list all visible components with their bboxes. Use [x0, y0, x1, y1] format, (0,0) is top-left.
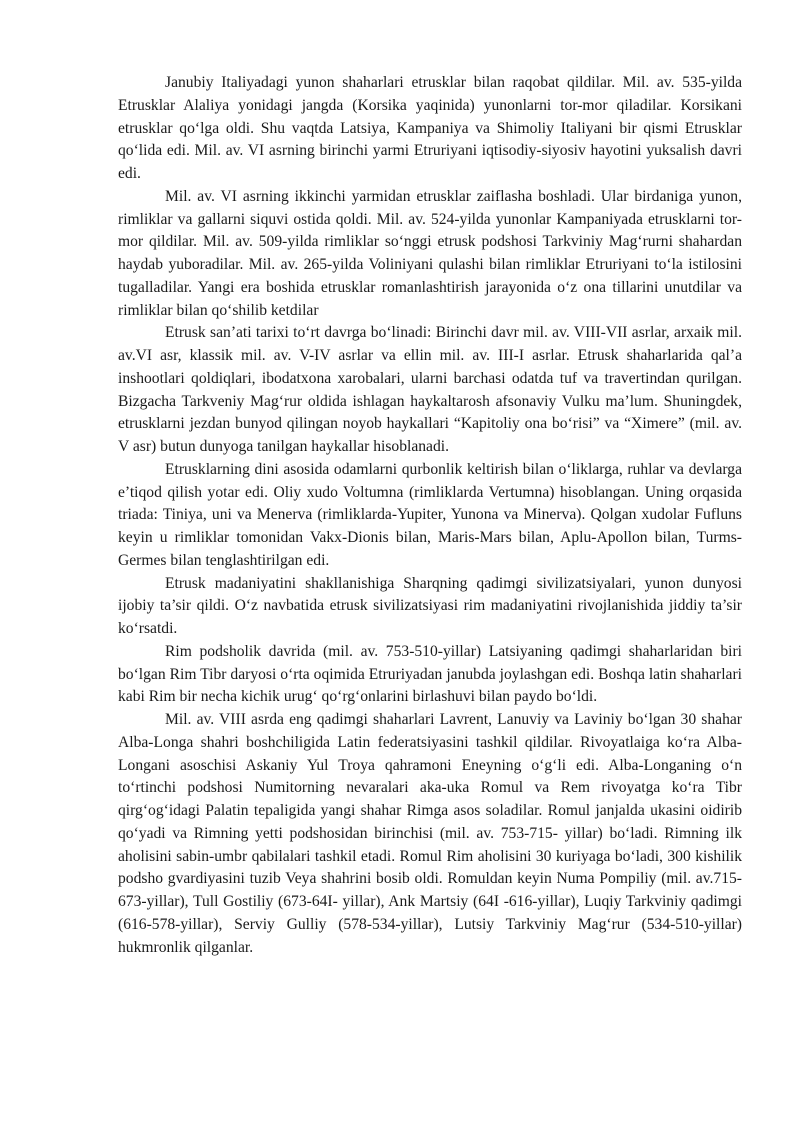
- paragraph-etruscan-rivalry: Janubiy Italiyadagi yunon shaharlari etrusklar bilan raqobat qildilar. Mil. av. 535-yilda Etrusklar Alaliya yonidagi jangda (Korsika yaqinida) yunonlarni tor-mor qiladilar. Korsikani etrusklar qo‘lga oldi. Shu vaqtda Latsiya, Kampaniya va Shimoliy Italiyani bir qismi Etrusklar qo‘lida edi. Mil. av. VI asrning birinchi yarmi Etruriyani iqtisodiy-siyosiv hayotini yuksalish davri edi.: [118, 74, 742, 182]
- paragraph-latin-federation: Mil. av. VIII asrda eng qadimgi shaharlari Lavrent, Lanuviy va Laviniy bo‘lgan 30 shahar Alba-Longa shahri boshchiligida Latin federatsiyasini tashkil qildilar. Rivoyatlaiga ko‘ra Alba-Longani asoschisi Askaniy Yul Troya qahramoni Eneyning o‘g‘li edi. Alba-Longaning o‘n to‘rtinchi podshosi Numitorning nevaralari aka-uka Romul va Rem rivoyatga ko‘ra Tibr qirg‘og‘idagi Palatin tepaligida yangi shahar Rimga asos soladilar. Romul janjalda ukasini oidirib qo‘yadi va Rimning yetti podshosidan birinchisi (mil. av. 753-715- yillar) bo‘ladi. Rimning ilk aholisini sabin-umbr qabilalari tashkil etadi. Romul Rim aholisini 30 kuriyaga bo‘ladi, 300 kishilik podsho gvardiyasini tuzib Veya shahrini bosib oldi. Romuldan keyin Numa Pompiliy (mil. av.715-673-yillar), Tull Gostiliy (673-64I- yillar), Ank Martsiy (64I -616-yillar), Luqiy Tarkviniy qadimgi (616-578-yillar), Serviy Gulliy (578-534-yillar), Lutsiy Tarkviniy Mag‘rur (534-510-yillar) hukmronlik qilganlar.: [118, 711, 742, 956]
- document-page: [118, 72, 742, 959]
- paragraph-etruscan-art: Etrusk san’ati tarixi to‘rt davrga bo‘linadi: Birinchi davr mil. av. VIII-VII asrlar, arxaik mil. av.VI asr, klassik mil. av. V-IV asrlar va ellin mil. av. III-I asrlar. Etrusk shaharlarida qal’a inshootlari qoldiqlari, ibodatxona xarobalari, ularni barchasi odatda tuf va travertindan qurilgan. Bizgacha Tarkveniy Mag‘rur oldida ishlagan haykaltarosh afsonaviy Vulku ma’lum. Shuningdek, etrusklarni jezdan bunyod qilingan noyob haykallari “Kapitoliy ona bo‘risi” va “Ximere” (mil. av. V asr) butun dunyoga tanilgan haykallar hisoblanadi.: [118, 324, 742, 455]
- paragraph-etruscan-influence: Etrusk madaniyatini shakllanishiga Sharqning qadimgi sivilizatsiyalari, yunon dunyosi ijobiy ta’sir qildi. O‘z navbatida etrusk sivilizatsiyasi rim madaniyatini rivojlanishida jiddiy ta’sir ko‘rsatdi.: [118, 574, 742, 637]
- paragraph-rome-regal-period: Rim podsholik davrida (mil. av. 753-510-yillar) Latsiyaning qadimgi shaharlaridan biri bo‘lgan Rim Tibr daryosi o‘rta oqimida Etruriyadan janubda joylashgan edi. Boshqa latin shaharlari kabi Rim bir necha kichik urug‘ qo‘rg‘onlarini birlashuvi bilan paydo bo‘ldi.: [118, 642, 742, 706]
- paragraph-etruscan-religion: Etrusklarning dini asosida odamlarni qurbonlik keltirish bilan o‘liklarga, ruhlar va devlarga e’tiqod qilish yotar edi. Oliy xudo Voltumna (rimliklarda Vertumna) hisoblangan. Uning orqasida triada: Tiniya, uni va Menerva (rimliklarda-Yupiter, Yunona va Minerva). Qolgan xudolar Fufluns keyin u rimliklar tomonidan Vakx-Dionis bilan, Maris-Mars bilan, Aplu-Apollon bilan, Turms-Germes bilan tenglashtirilgan edi.: [118, 460, 742, 569]
- paragraph-etruscan-decline: Mil. av. VI asrning ikkinchi yarmidan etrusklar zaiflasha boshladi. Ular birdaniga yunon, rimliklar va gallarni siquvi ostida qoldi. Mil. av. 524-yilda yunonlar Kampaniyada etrusklarni tor-mor qildilar. Mil. av. 509-yilda rimliklar so‘nggi etrusk podshosi Tarkviniy Mag‘rurni shahardan haydab yuboradilar. Mil. av. 265-yilda Voliniyani qulashi bilan rimliklar Etruriyani to‘la istilosini tugalladilar. Yangi era boshida etrusklar romanlashtirish jarayonida o‘z ona tillarini unutdilar va rimliklar bilan qo‘shilib ketdilar: [118, 187, 742, 319]
